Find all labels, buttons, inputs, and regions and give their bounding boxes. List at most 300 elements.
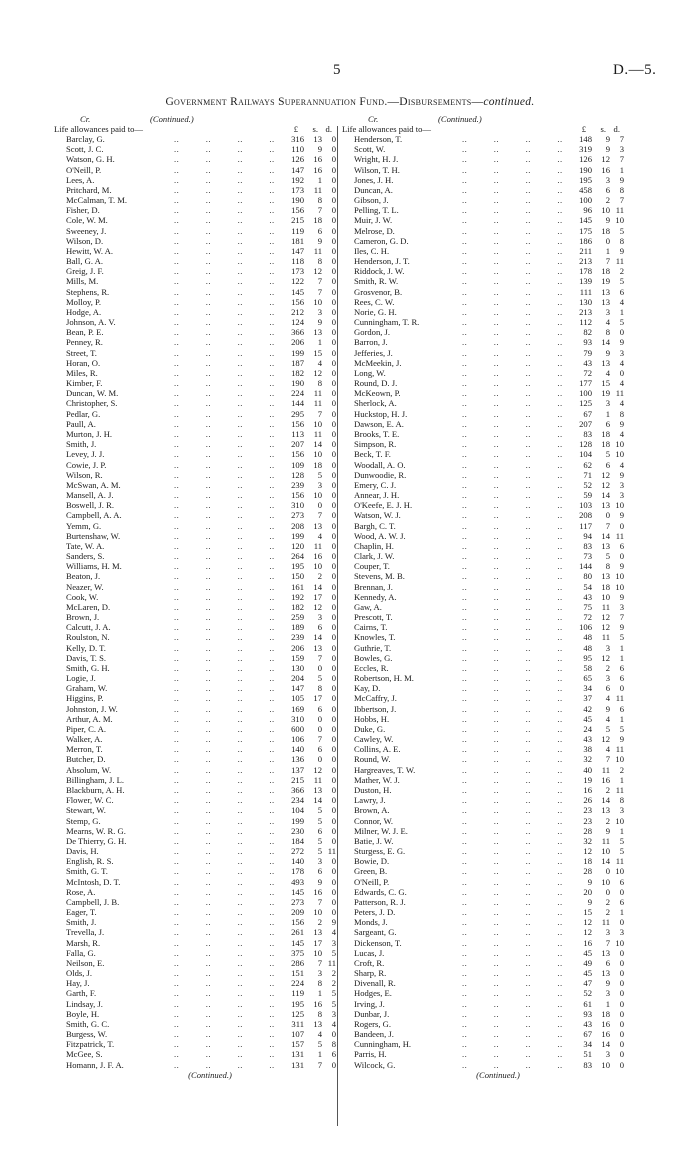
amount-pence: 0 xyxy=(331,805,336,816)
amount-pence: 2 xyxy=(331,968,336,979)
table-row xyxy=(54,673,336,683)
amount-pounds: 23 xyxy=(583,805,592,816)
amount-pounds: 156 xyxy=(291,296,304,307)
table-row xyxy=(342,317,624,327)
amount-pence: 0 xyxy=(331,235,336,246)
table-row xyxy=(342,378,624,388)
amount-shillings: 1 xyxy=(317,988,322,999)
table-row xyxy=(342,1060,624,1070)
amount-pence: 0 xyxy=(331,276,336,287)
amount-pounds: 43 xyxy=(583,357,592,368)
payee-name: Levey, J. J. .. xyxy=(54,449,280,459)
payee-name: McKeown, P. .. xyxy=(342,388,568,398)
amount-pence: 0 xyxy=(331,561,336,572)
table-row xyxy=(342,877,624,887)
payee-name: O'Keefe, E. J. H. .. xyxy=(342,500,568,510)
amount-pounds: 126 xyxy=(291,154,304,165)
table-row xyxy=(54,134,336,144)
payee-name: Sturgess, E. G. .. xyxy=(342,846,568,856)
amount-shillings: 18 xyxy=(601,225,610,236)
amount-pence: 0 xyxy=(331,266,336,277)
payee-name: Penney, R. .. xyxy=(54,337,280,347)
payee-name: Watson, W. J. .. xyxy=(342,510,568,520)
table-row xyxy=(54,154,336,164)
amount-pence: 0 xyxy=(331,907,336,918)
amount-pounds: 181 xyxy=(291,235,304,246)
table-row xyxy=(54,775,336,785)
payee-name: Brown, J. .. xyxy=(54,612,280,622)
amount-pounds: 130 xyxy=(291,662,304,673)
amount-pounds: 159 xyxy=(291,652,304,663)
payee-name: Wilcock, G. .. xyxy=(342,1060,568,1070)
amount-pounds: 187 xyxy=(291,357,304,368)
table-row xyxy=(342,480,624,490)
payee-name: McIntosh, D. T. .. xyxy=(54,877,280,887)
amount-pounds: 177 xyxy=(579,378,592,389)
table-row xyxy=(54,388,336,398)
payee-name: Riddock, J. W. .. xyxy=(342,266,568,276)
amount-pounds: 93 xyxy=(583,1008,592,1019)
amount-pence: 10 xyxy=(615,937,624,948)
amount-shillings: 10 xyxy=(313,449,322,460)
amount-shillings: 9 xyxy=(605,144,610,155)
amount-pence: 6 xyxy=(619,703,624,714)
amount-shillings: 13 xyxy=(313,520,322,531)
payee-name: Marsh, R. .. xyxy=(54,938,280,948)
table-row xyxy=(54,571,336,581)
table-row xyxy=(54,1039,336,1049)
amount-shillings: 3 xyxy=(317,306,322,317)
table-row xyxy=(54,856,336,866)
amount-shillings: 7 xyxy=(317,205,322,216)
payee-name: Cowie, J. P. .. xyxy=(54,460,280,470)
amount-shillings: 9 xyxy=(317,317,322,328)
table-row xyxy=(54,1009,336,1019)
amount-pounds: 215 xyxy=(291,774,304,785)
table-row xyxy=(342,266,624,276)
payee-name: Iles, C. H. .. xyxy=(342,246,568,256)
amount-pence: 11 xyxy=(327,957,336,968)
payee-name: Duston, H. .. xyxy=(342,785,568,795)
continued-label: (Continued.) xyxy=(438,114,482,124)
amount-shillings: 5 xyxy=(317,835,322,846)
payee-name: English, R. S. .. xyxy=(54,856,280,866)
amount-shillings: 11 xyxy=(601,764,610,775)
amount-pence: 0 xyxy=(331,754,336,765)
amount-pence: 1 xyxy=(619,907,624,918)
payee-name: Bowie, D. .. xyxy=(342,856,568,866)
table-row xyxy=(54,256,336,266)
amount-pounds: 264 xyxy=(291,551,304,562)
payee-name: Clark, J. W. .. xyxy=(342,551,568,561)
amount-shillings: 3 xyxy=(605,1049,610,1060)
amount-pence: 9 xyxy=(619,591,624,602)
amount-pence: 0 xyxy=(331,164,336,175)
amount-pence: 3 xyxy=(619,601,624,612)
amount-pounds: 9 xyxy=(587,896,592,907)
payee-name: Merron, T. .. xyxy=(54,744,280,754)
amount-shillings: 14 xyxy=(601,856,610,867)
amount-shillings: 16 xyxy=(313,154,322,165)
amount-pounds: 34 xyxy=(583,1039,592,1050)
table-row xyxy=(342,653,624,663)
amount-pence: 3 xyxy=(619,144,624,155)
amount-shillings: 7 xyxy=(605,754,610,765)
amount-pence: 4 xyxy=(331,1018,336,1029)
amount-shillings: 14 xyxy=(601,337,610,348)
amount-pence: 7 xyxy=(619,134,624,144)
payee-name: Pritchard, M. .. xyxy=(54,185,280,195)
amount-shillings: 7 xyxy=(605,520,610,531)
table-row xyxy=(342,754,624,764)
amount-pounds: 207 xyxy=(579,418,592,429)
table-row xyxy=(54,531,336,541)
amount-pence: 3 xyxy=(619,927,624,938)
table-row xyxy=(54,927,336,937)
amount-pence: 10 xyxy=(615,215,624,226)
amount-pounds: 192 xyxy=(291,591,304,602)
table-row xyxy=(54,398,336,408)
amount-pounds: 19 xyxy=(583,774,592,785)
table-row xyxy=(54,327,336,337)
table-row xyxy=(54,358,336,368)
amount-pence: 0 xyxy=(331,734,336,745)
payee-name: Huckstop, H. J. .. xyxy=(342,409,568,419)
amount-pounds: 204 xyxy=(291,673,304,684)
amount-pounds: 18 xyxy=(583,856,592,867)
amount-shillings: 3 xyxy=(317,968,322,979)
amount-pence: 0 xyxy=(331,581,336,592)
table-row xyxy=(54,785,336,795)
amount-pence: 0 xyxy=(619,957,624,968)
table-row xyxy=(342,307,624,317)
amount-pence: 9 xyxy=(619,622,624,633)
amount-pence: 0 xyxy=(331,632,336,643)
amount-shillings: 9 xyxy=(317,235,322,246)
amount-pounds: 140 xyxy=(291,856,304,867)
amount-shillings: 12 xyxy=(601,154,610,165)
amount-pence: 0 xyxy=(331,459,336,470)
table-row xyxy=(54,816,336,826)
amount-pence: 0 xyxy=(619,327,624,338)
amount-shillings: 0 xyxy=(317,723,322,734)
table-row xyxy=(54,683,336,693)
payee-name: Neilson, E. .. xyxy=(54,958,280,968)
amount-shillings: 2 xyxy=(605,907,610,918)
amount-pence: 0 xyxy=(331,306,336,317)
table-row xyxy=(54,1029,336,1039)
amount-pounds: 104 xyxy=(291,805,304,816)
payee-name: Boyle, H. .. xyxy=(54,1009,280,1019)
amount-pence: 0 xyxy=(331,154,336,165)
amount-shillings: 18 xyxy=(601,439,610,450)
table-row xyxy=(54,226,336,236)
left-footer-continued: (Continued.) xyxy=(188,1069,232,1080)
amount-pence: 0 xyxy=(619,1018,624,1029)
amount-pence: 0 xyxy=(331,591,336,602)
amount-pounds: 67 xyxy=(583,1029,592,1040)
table-row xyxy=(342,897,624,907)
payee-name: Calcutt, J. A. .. xyxy=(54,622,280,632)
amount-shillings: 14 xyxy=(313,581,322,592)
amount-shillings: 10 xyxy=(601,846,610,857)
payee-name: Patterson, R. J. .. xyxy=(342,897,568,907)
table-row xyxy=(342,246,624,256)
table-row xyxy=(54,541,336,551)
payee-name: Cunningham, H. .. xyxy=(342,1039,568,1049)
amount-pounds: 100 xyxy=(579,388,592,399)
payee-name: Melrose, D. .. xyxy=(342,226,568,236)
amount-pence: 0 xyxy=(331,144,336,155)
amount-pence: 2 xyxy=(331,978,336,989)
payee-name: Walker, A. .. xyxy=(54,734,280,744)
table-row xyxy=(342,785,624,795)
amount-pounds: 366 xyxy=(291,327,304,338)
amount-pence: 0 xyxy=(619,886,624,897)
amount-shillings: 14 xyxy=(313,439,322,450)
amount-pence: 7 xyxy=(619,195,624,206)
amount-pence: 3 xyxy=(331,1008,336,1019)
table-row xyxy=(54,653,336,663)
amount-pounds: 156 xyxy=(291,449,304,460)
payee-name: Fitzpatrick, T. .. xyxy=(54,1039,280,1049)
amount-pounds: 12 xyxy=(583,927,592,938)
payee-name: Jefferies, J. .. xyxy=(342,348,568,358)
amount-shillings: 11 xyxy=(313,388,322,399)
table-row xyxy=(342,398,624,408)
payee-name: Long, W. .. xyxy=(342,368,568,378)
amount-shillings: 16 xyxy=(313,551,322,562)
amount-pounds: 145 xyxy=(291,937,304,948)
table-row xyxy=(54,754,336,764)
payee-name: Croft, R. .. xyxy=(342,958,568,968)
amount-pence: 0 xyxy=(619,1039,624,1050)
table-row xyxy=(342,968,624,978)
amount-pounds: 186 xyxy=(579,235,592,246)
amount-pence: 0 xyxy=(619,551,624,562)
payee-name: McCaffry, J. .. xyxy=(342,693,568,703)
amount-shillings: 4 xyxy=(317,357,322,368)
amount-pence: 11 xyxy=(615,205,624,216)
amount-shillings: 10 xyxy=(601,1059,610,1070)
amount-pence: 0 xyxy=(331,673,336,684)
payee-name: Davis, H. .. xyxy=(54,846,280,856)
left-column xyxy=(54,114,336,1082)
amount-pence: 7 xyxy=(619,612,624,623)
payee-name: Horan, O. .. xyxy=(54,358,280,368)
table-row xyxy=(342,439,624,449)
amount-pounds: 207 xyxy=(291,439,304,450)
amount-pounds: 206 xyxy=(291,642,304,653)
amount-pounds: 52 xyxy=(583,479,592,490)
payee-name: Miles, R. .. xyxy=(54,368,280,378)
amount-pence: 5 xyxy=(619,225,624,236)
amount-pence: 0 xyxy=(331,723,336,734)
amount-pence: 8 xyxy=(619,408,624,419)
amount-shillings: 11 xyxy=(601,601,610,612)
amount-shillings: 3 xyxy=(605,306,610,317)
table-row xyxy=(342,673,624,683)
payee-name: Gibson, J. .. xyxy=(342,195,568,205)
payee-name: McLaren, D. .. xyxy=(54,602,280,612)
page-number: 5 xyxy=(333,62,341,78)
amount-shillings: 13 xyxy=(601,500,610,511)
amount-pounds: 147 xyxy=(291,164,304,175)
table-row xyxy=(54,693,336,703)
amount-pounds: 106 xyxy=(291,734,304,745)
payee-name: Yemm, G. .. xyxy=(54,521,280,531)
amount-pence: 0 xyxy=(331,256,336,267)
payee-name: Homann, J. F. A. .. xyxy=(54,1060,280,1070)
amount-pounds: 38 xyxy=(583,744,592,755)
amount-pounds: 259 xyxy=(291,612,304,623)
amount-shillings: 13 xyxy=(601,947,610,958)
amount-pence: 0 xyxy=(331,866,336,877)
table-row xyxy=(342,917,624,927)
table-row xyxy=(54,490,336,500)
payee-name: Peters, J. D. .. xyxy=(342,907,568,917)
amount-shillings: 14 xyxy=(601,530,610,541)
amount-pounds: 209 xyxy=(291,907,304,918)
amount-shillings: 4 xyxy=(605,317,610,328)
payee-name: Bean, P. E. .. xyxy=(54,327,280,337)
payee-name: Eager, T. .. xyxy=(54,907,280,917)
amount-pence: 0 xyxy=(331,327,336,338)
amount-pounds: 122 xyxy=(291,276,304,287)
table-row xyxy=(342,1009,624,1019)
sub-header xyxy=(54,124,336,134)
amount-pounds: 71 xyxy=(583,469,592,480)
payee-name: Mearns, W. R. G. .. xyxy=(54,826,280,836)
payee-name: Smith, G. C. .. xyxy=(54,1019,280,1029)
payee-name: Wilson, D. .. xyxy=(54,236,280,246)
payee-name: Kay, D. .. xyxy=(342,683,568,693)
amount-pence: 0 xyxy=(619,1059,624,1070)
table-row xyxy=(342,215,624,225)
amount-pence: 5 xyxy=(619,835,624,846)
table-row xyxy=(54,144,336,154)
amount-pence: 11 xyxy=(615,785,624,795)
amount-shillings: 3 xyxy=(317,479,322,490)
amount-pence: 9 xyxy=(619,418,624,429)
payee-name: Stephens, R. .. xyxy=(54,287,280,297)
payee-name: Stevens, M. B. .. xyxy=(342,571,568,581)
amount-pounds: 157 xyxy=(291,1039,304,1050)
left-rows xyxy=(54,134,336,1070)
amount-pence: 0 xyxy=(619,683,624,694)
amount-pounds: 136 xyxy=(291,754,304,765)
payee-name: Kimber, F. .. xyxy=(54,378,280,388)
amount-pounds: 45 xyxy=(583,713,592,724)
amount-shillings: 18 xyxy=(601,1008,610,1019)
table-row xyxy=(342,154,624,164)
amount-pounds: 230 xyxy=(291,825,304,836)
amount-pence: 5 xyxy=(331,988,336,999)
table-row xyxy=(54,724,336,734)
table-row xyxy=(54,917,336,927)
table-row xyxy=(54,805,336,815)
table-row xyxy=(54,1019,336,1029)
amount-pence: 9 xyxy=(619,510,624,521)
amount-shillings: 5 xyxy=(317,805,322,816)
shillings-header: s. xyxy=(600,124,606,134)
amount-pence: 0 xyxy=(331,174,336,185)
amount-shillings: 6 xyxy=(605,459,610,470)
amount-shillings: 13 xyxy=(601,357,610,368)
amount-pence: 0 xyxy=(331,622,336,633)
amount-pounds: 156 xyxy=(291,917,304,928)
amount-shillings: 9 xyxy=(605,825,610,836)
payee-name: Mather, W. J. .. xyxy=(342,775,568,785)
amount-shillings: 5 xyxy=(317,673,322,684)
payee-name: Sargeant, G. .. xyxy=(342,927,568,937)
payee-name: Eccles, R. .. xyxy=(342,663,568,673)
amount-pence: 4 xyxy=(619,296,624,307)
amount-shillings: 16 xyxy=(313,998,322,1009)
table-row xyxy=(54,765,336,775)
amount-pence: 0 xyxy=(331,500,336,511)
amount-pounds: 273 xyxy=(291,896,304,907)
table-row xyxy=(54,510,336,520)
payee-name: Ball, G. A. .. xyxy=(54,256,280,266)
amount-pence: 0 xyxy=(331,469,336,480)
table-row xyxy=(54,175,336,185)
amount-pounds: 145 xyxy=(291,286,304,297)
amount-shillings: 19 xyxy=(601,388,610,399)
amount-pounds: 145 xyxy=(291,886,304,897)
payee-name: Smith, R. W. .. xyxy=(342,276,568,286)
payee-name: Johnston, J. W. .. xyxy=(54,704,280,714)
amount-shillings: 16 xyxy=(601,1018,610,1029)
amount-shillings: 11 xyxy=(313,774,322,785)
amount-pence: 0 xyxy=(331,815,336,826)
page-reference: D.—5. xyxy=(613,62,657,78)
amount-pence: 0 xyxy=(331,835,336,846)
amount-pounds: 169 xyxy=(291,703,304,714)
amount-pence: 9 xyxy=(619,337,624,348)
amount-pence: 0 xyxy=(331,1059,336,1070)
amount-pence: 0 xyxy=(331,785,336,795)
amount-pounds: 37 xyxy=(583,693,592,704)
amount-shillings: 16 xyxy=(313,164,322,175)
payee-name: Grosvenor, B. .. xyxy=(342,287,568,297)
amount-shillings: 2 xyxy=(317,571,322,582)
amount-pence: 0 xyxy=(331,347,336,358)
amount-shillings: 0 xyxy=(317,500,322,511)
amount-pence: 0 xyxy=(331,774,336,785)
table-row xyxy=(54,521,336,531)
payee-name: Butcher, D. .. xyxy=(54,754,280,764)
amount-pence: 6 xyxy=(619,662,624,673)
payee-name: Ibbertson, J. .. xyxy=(342,704,568,714)
amount-shillings: 3 xyxy=(605,174,610,185)
amount-pounds: 43 xyxy=(583,591,592,602)
table-row xyxy=(342,724,624,734)
amount-shillings: 10 xyxy=(313,418,322,429)
amount-pence: 0 xyxy=(331,713,336,724)
amount-shillings: 2 xyxy=(605,662,610,673)
payee-name: Fisher, D. .. xyxy=(54,205,280,215)
amount-pounds: 75 xyxy=(583,601,592,612)
amount-pence: 0 xyxy=(331,530,336,541)
amount-shillings: 7 xyxy=(317,510,322,521)
table-row xyxy=(54,287,336,297)
amount-pence: 0 xyxy=(331,510,336,521)
payee-name: Paull, A. .. xyxy=(54,419,280,429)
payee-name: De Thierry, G. H. .. xyxy=(54,836,280,846)
payee-name: Smith, J. .. xyxy=(54,917,280,927)
payee-name: Batie, J. W. .. xyxy=(342,836,568,846)
